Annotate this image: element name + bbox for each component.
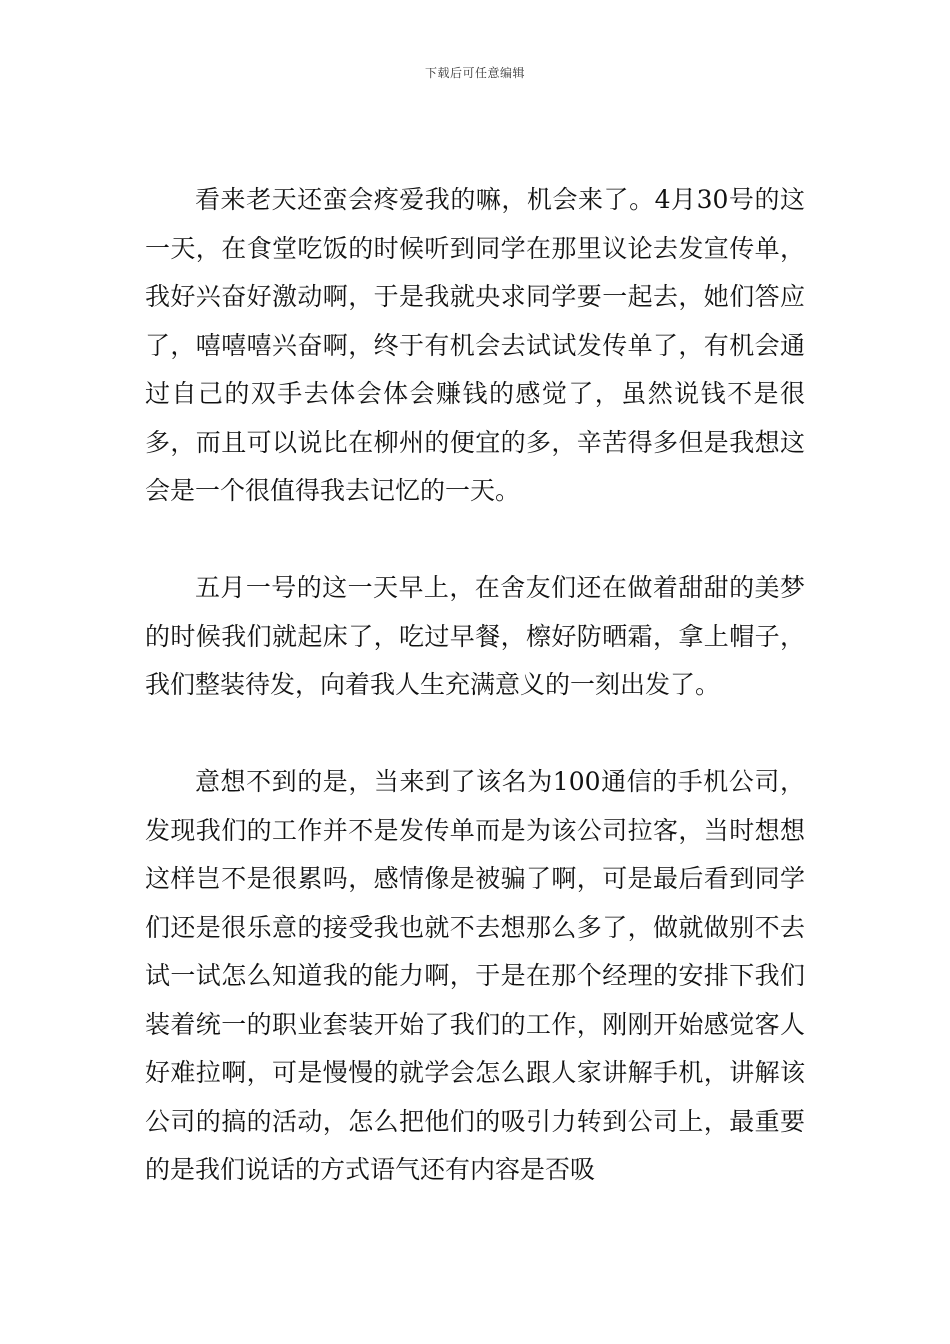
paragraph-3: 意想不到的是，当来到了该名为100通信的手机公司，发现我们的工作并不是发传单而是为该公司拉客，当时想想这样岂不是很累吗，感情像是被骗了啊，可是最后看到同学们还是很乐意的接受我也就不去想那么多了，做就做别不去试一试怎么知道我的能力啊，于是在那个经理的安排下我们装着统一的职业套装开始了我们的工作，刚刚开始感觉客人好难拉啊，可是慢慢的就学会怎么跟人家讲解手机，讲解该公司的搞的活动，怎么把他们的吸引力转到公司上，最重要的是我们说话的方式语气还有内容是否吸 [145,767,805,1184]
page-header-note: 下载后可任意编辑 [424,66,525,80]
paragraph-1: 看来老天还蛮会疼爱我的嘛，机会来了。4月30号的这一天，在食堂吃饭的时候听到同学在那里议论去发宣传单，我好兴奋好激动啊，于是我就央求同学要一起去，她们答应了，嘻嘻嘻兴奋啊，终于有机会去试试发传单了，有机会通过自己的双手去体会体会赚钱的感觉了，虽然说钱不是很多，而且可以说比在柳州的便宜的多，辛苦得多但是我想这会是一个很值得我去记忆的一天。 [145,185,805,505]
paragraph-spacer [145,516,805,565]
paragraph-spacer [145,710,805,759]
paragraph-2: 五月一号的这一天早上，在舍友们还在做着甜甜的美梦的时候我们就起床了，吃过早餐，檫好防晒霜，拿上帽子，我们整装待发，向着我人生充满意义的一刻出发了。 [145,573,805,699]
document-body [145,176,805,1195]
